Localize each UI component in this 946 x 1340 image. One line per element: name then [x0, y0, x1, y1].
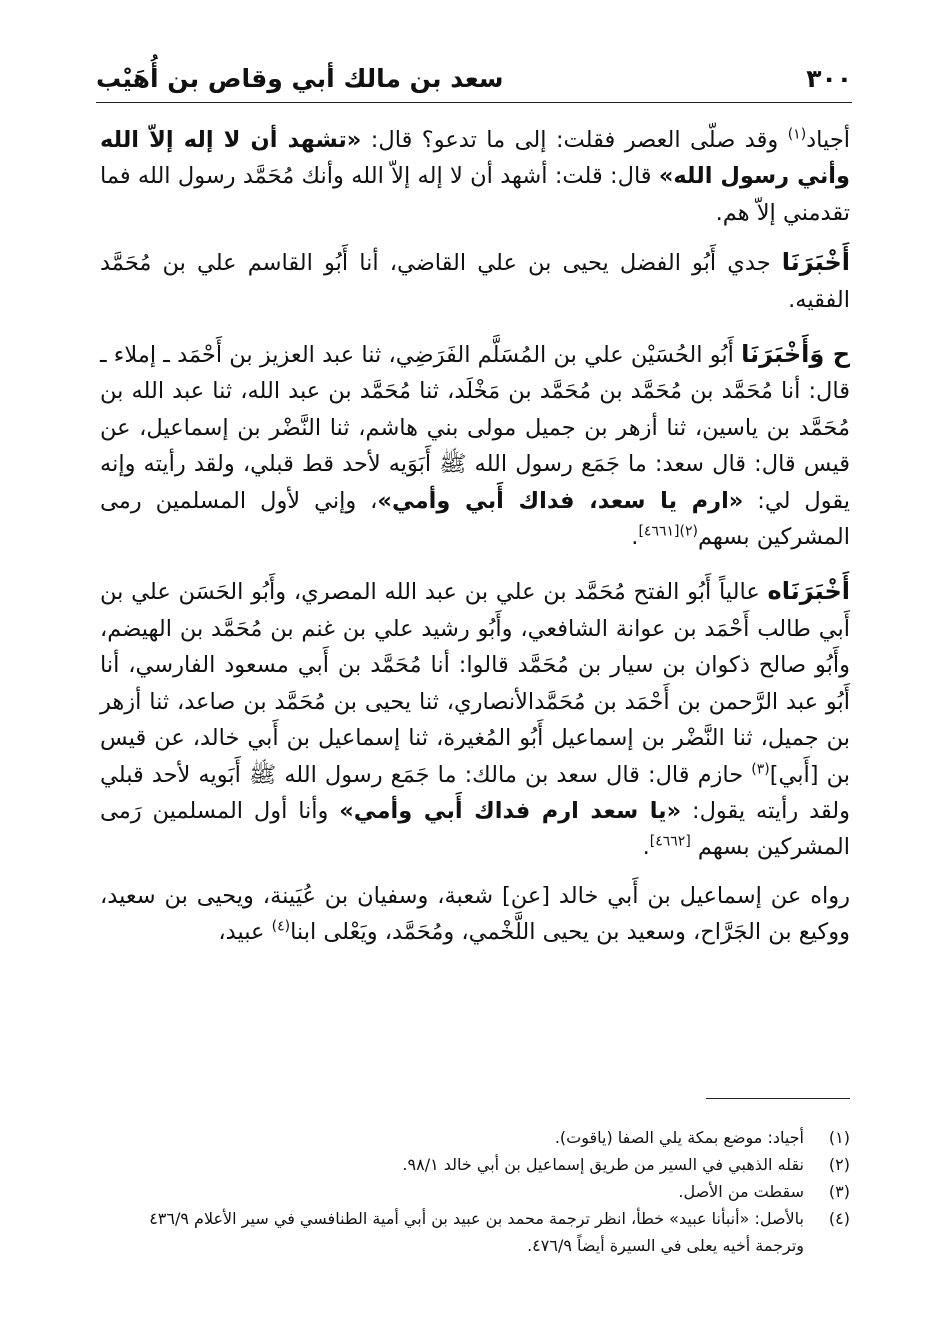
footnote-text: بالأصل: «أنبأنا عبيد» خطأ، انظر ترجمة محمد بن عبيد بن أبي أمية الطنافسي في سير الأعلام ٤٣٦/٩ وترجمة أخيه يعلى في السيرة أيضاً ٤٧٦/٩. [149, 1209, 804, 1255]
chain-keyword: أَخْبَرَنَاه [767, 577, 850, 606]
page-header [96, 62, 852, 103]
footnote-number: (١) [828, 1128, 850, 1147]
footnote-text: نقله الذهبي في السير من طريق إسماعيل بن أبي خالد ٩٨/١. [402, 1155, 804, 1174]
footnote-marker: (١) [787, 126, 807, 143]
footnote-marker: (٣) [751, 761, 770, 777]
text-run: عالياً أَبُو الفتح مُحَمَّد بن علي بن عبد الله المصري، وأَبُو الحَسَن علي بن أَبي طالب أَحْمَد بن عوانة الشافعي، وأَبُو رشيد علي بن غنم بن مُحَمَّد بن الهيضم، وأَبُو صالح ذكوان بن سيار بن مُحَمَّد قالوا: أنا مُحَمَّد بن أَبي مسعود الفارسي، أنا أَبُو عبد الرَّحمن بن أَحْمَد بن مُحَمَّدالأنصاري، ثنا يحيى بن مُحَمَّد بن صاعد، ثنا أزهر بن جميل، ثنا النَّضْر بن إسماعيل أَبُو المُغيرة، ثنا إسماعيل بن أَبي خالد، عن قيس بن [أَبي] [100, 579, 850, 788]
paragraph-5 [100, 878, 850, 951]
text-run: . [642, 834, 650, 861]
text-run: عبيد، [218, 919, 272, 946]
paragraph-3 [100, 336, 850, 555]
page-number: ٣٠٠ [806, 64, 852, 93]
quote: «يا سعد ارم فداك أَبي وأمي» [339, 797, 682, 824]
hadith-number: [٤٦٦١] [638, 523, 680, 540]
chain-keyword: أَخْبَرَنَا [781, 248, 850, 277]
text-run: وقد صلّى العصر فقلت: إلى ما تدعو؟ قال: [361, 127, 788, 153]
text-run: حازم قال: قال سعد بن مالك: ما جَمَع رسول الله ﷺ أَبَويه لأحد قبلي ولقد رأيته يقول: [100, 761, 851, 824]
text-run: وأنا أول المسلمين رَمى المشركين بسهم [100, 797, 850, 861]
footnote [100, 1178, 850, 1205]
footnote-divider [706, 1098, 850, 1099]
text-run: أَبُو الحُسَيْن علي بن المُسَلَّم الفَرَضِي، ثنا عبد العزيز بن أَحْمَد ـ إملاء ـ قال: أنا مُحَمَّد بن مُحَمَّد بن مُحَمَّد بن مَخْلَد، ثنا مُحَمَّد بن عبد الله، ثنا عبد الله بن مُحَمَّد بن ياسين، ثنا أزهر بن جميل مولى بني هاشم، ثنا النَّضْر بن إسماعيل، عن قيس قال: قال سعد: ما جَمَع رسول الله ﷺ أَبَوَيه لأحد قط قبلي، ولقد رأيته وإنه يقول لي: [100, 342, 851, 514]
chain-keyword: وَأَخْبَرَنَا [741, 340, 825, 369]
footnote-number: (٤) [828, 1209, 850, 1228]
paragraph-1 [100, 122, 850, 231]
footnote-text: أجياد: موضع بمكة يلي الصفا (ياقوت). [554, 1128, 804, 1147]
footnote-marker: (٢) [679, 523, 698, 540]
chain-lead: ح [824, 340, 850, 369]
footnote [100, 1124, 850, 1151]
quote: «تشهد أن لا إله إلاّ الله وأني رسول الله» [100, 127, 851, 190]
footnote-number: (٢) [828, 1155, 850, 1174]
footnote [100, 1205, 850, 1259]
footnote-marker: (٤) [271, 918, 291, 935]
running-title: سعد بن مالك أبي وقاص بن أُهَيْب [96, 64, 504, 93]
text-run: رواه عن إسماعيل بن أَبي خالد [عن] شعبة، وسفيان بن عُيَينة، ويحيى بن سعيد، ووكيع بن الجَرَّاح، وسعيد بن يحيى اللَّخْمي، ومُحَمَّد، ويَعْلى ابنا [100, 882, 850, 946]
quote: «ارم يا سعد، فداك أَبي وأمي» [377, 487, 744, 514]
text-run: أجياد [806, 127, 850, 153]
text-run: . [631, 524, 639, 551]
footnote-text: سقطت من الأصل. [678, 1182, 804, 1201]
text-run: جدي أَبُو الفضل يحيى بن علي القاضي، أنا أَبُو القاسم علي بن مُحَمَّد الفقيه. [100, 250, 850, 313]
main-text [100, 122, 850, 951]
footnotes [100, 1124, 850, 1259]
paragraph-2 [100, 244, 850, 318]
footnote-number: (٣) [828, 1182, 850, 1201]
text-run: قال: قلت: أشهد أن لا إله إلاّ الله وأنك مُحَمَّد رسول الله فما تقدمني إلاّ هم. [100, 163, 850, 226]
footnote [100, 1151, 850, 1178]
hadith-number: [٤٦٦٢] [649, 833, 691, 850]
text-run: ، وإني لأول المسلمين رمى المشركين بسهم [100, 487, 850, 551]
paragraph-4 [100, 573, 850, 865]
